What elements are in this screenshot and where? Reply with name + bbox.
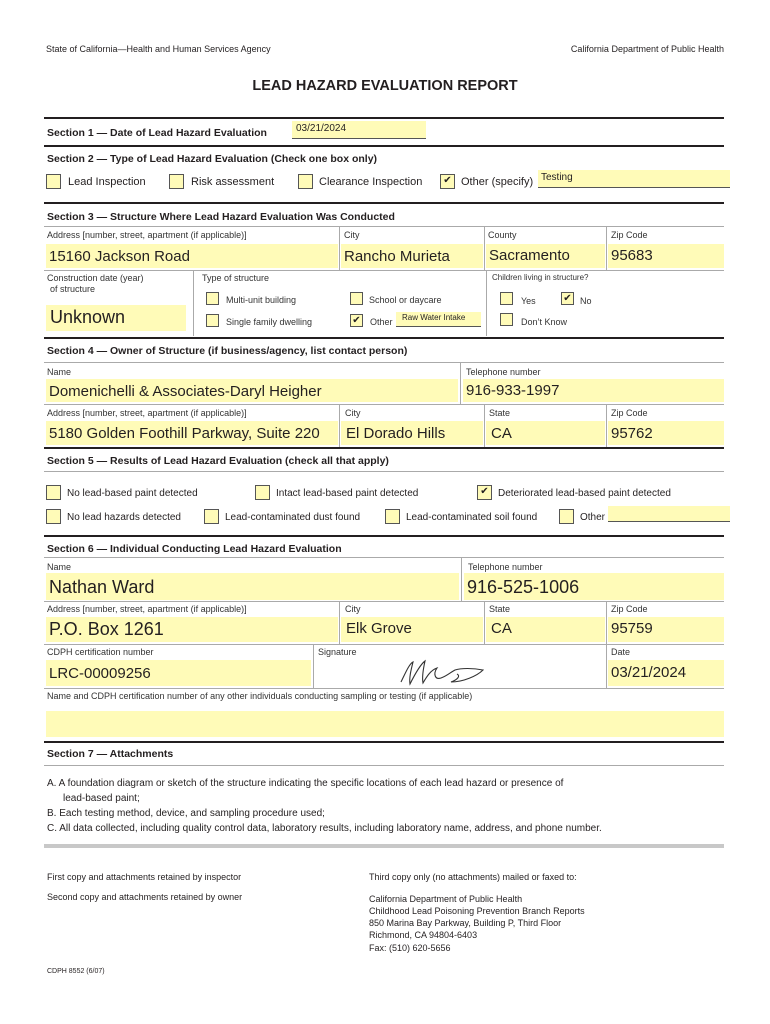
- col-divider: [484, 404, 485, 447]
- divider: [44, 202, 724, 204]
- copy-1: First copy and attachments retained by inspector: [47, 872, 242, 882]
- s6-zip-field[interactable]: [608, 617, 724, 642]
- row-divider: [44, 644, 724, 645]
- attachment-b: B. Each testing method, device, and sampling procedure used;: [47, 808, 325, 819]
- single-family-checkbox[interactable]: [206, 314, 219, 327]
- children-yes-checkbox[interactable]: [500, 292, 513, 305]
- s4-phone-value: 916-933-1997: [466, 382, 560, 399]
- section6-label: Section 6 — Individual Conducting Lead Hazard Evaluation: [47, 543, 342, 555]
- section1-label: Section 1 — Date of Lead Hazard Evaluation: [47, 127, 267, 139]
- col-divider: [339, 404, 340, 447]
- s6-state-value: CA: [491, 620, 512, 637]
- dust-found-label: Lead-contaminated dust found: [225, 512, 361, 523]
- s6-name-field[interactable]: [46, 573, 459, 600]
- mail-addr-4: Richmond, CA 94804-6403: [369, 930, 478, 940]
- multi-unit-label: Multi-unit building: [226, 295, 297, 305]
- row-divider: [44, 557, 724, 558]
- row-divider: [44, 270, 724, 271]
- children-label: Children living in structure?: [492, 273, 589, 282]
- s6-state-field[interactable]: [486, 617, 605, 642]
- no-hazards-label: No lead hazards detected: [67, 512, 181, 523]
- agency-left: State of California—Health and Human Services Agency: [46, 44, 271, 54]
- s3-city-label: City: [344, 230, 360, 240]
- s3-address-label: Address [number, street, apartment (if applicable)]: [47, 230, 247, 240]
- s4-zip-field[interactable]: [608, 421, 724, 445]
- s4-address-value: 5180 Golden Foothill Parkway, Suite 220: [49, 425, 320, 442]
- risk-assessment-label: Risk assessment: [191, 176, 275, 188]
- agency-right: California Department of Public Health: [570, 44, 724, 54]
- eval-date-field[interactable]: [292, 121, 426, 139]
- no-hazards-checkbox[interactable]: [46, 509, 61, 524]
- signature-label: Signature: [318, 647, 357, 657]
- row-divider: [44, 471, 724, 472]
- mail-addr-3: 850 Marina Bay Parkway, Building P, Third Floor: [369, 918, 562, 928]
- school-daycare-label: School or daycare: [369, 295, 442, 305]
- attachment-a: A. A foundation diagram or sketch of the structure indicating the specific locations of each lead hazard or presence of: [47, 778, 564, 789]
- structure-type-label: Type of structure: [202, 273, 270, 283]
- other-type-field[interactable]: [538, 170, 730, 188]
- divider: [44, 145, 724, 147]
- s6-date-label: Date: [611, 647, 631, 657]
- s4-name-label: Name: [47, 367, 72, 377]
- children-no-checkbox[interactable]: ✔: [561, 292, 574, 305]
- clearance-inspection-checkbox[interactable]: [298, 174, 313, 189]
- divider: [44, 741, 724, 743]
- mail-addr-2: Childhood Lead Poisoning Prevention Branch Reports: [369, 906, 585, 916]
- lead-inspection-label: Lead Inspection: [68, 176, 146, 188]
- col-divider: [461, 557, 462, 601]
- row-divider: [44, 765, 724, 766]
- risk-assessment-checkbox[interactable]: [169, 174, 184, 189]
- other-type-label: Other (specify): [461, 176, 534, 188]
- other-result-field[interactable]: [608, 506, 730, 522]
- s6-phone-field[interactable]: [464, 573, 724, 600]
- cert-value: LRC-00009256: [49, 665, 151, 682]
- other-result-label: Other: [580, 512, 606, 523]
- s4-address-label: Address [number, street, apartment (if applicable)]: [47, 408, 247, 418]
- s6-date-field[interactable]: [608, 660, 724, 686]
- s4-name-value: Domenichelli & Associates-Daryl Heigher: [49, 383, 322, 400]
- school-daycare-checkbox[interactable]: [350, 292, 363, 305]
- footer-divider: [44, 844, 724, 848]
- construction-label: Construction date (year): [47, 273, 144, 283]
- children-yes-label: Yes: [521, 296, 536, 306]
- s3-city-field[interactable]: [341, 244, 483, 268]
- others-label: Name and CDPH certification number of any other individuals conducting sampling or testing (if applicable): [47, 691, 473, 701]
- construction-value: Unknown: [50, 307, 126, 327]
- deteriorated-lbp-label: Deteriorated lead-based paint detected: [498, 488, 671, 499]
- s6-address-label: Address [number, street, apartment (if applicable)]: [47, 604, 247, 614]
- s6-zip-value: 95759: [611, 620, 653, 637]
- other-structure-checkbox[interactable]: ✔: [350, 314, 363, 327]
- intact-lbp-label: Intact lead-based paint detected: [276, 488, 419, 499]
- section2-label: Section 2 — Type of Lead Hazard Evaluation (Check one box only): [47, 153, 378, 165]
- row-divider: [44, 601, 724, 602]
- col-divider: [486, 270, 487, 336]
- section3-label: Section 3 — Structure Where Lead Hazard Evaluation Was Conducted: [47, 211, 395, 223]
- s3-zip-value: 95683: [611, 247, 653, 264]
- cert-field[interactable]: [46, 660, 311, 686]
- s3-address-field[interactable]: [46, 244, 338, 268]
- mail-addr-1: California Department of Public Health: [369, 894, 523, 904]
- section7-label: Section 7 — Attachments: [47, 748, 174, 760]
- s4-address-field[interactable]: [46, 421, 338, 445]
- col-divider: [484, 226, 485, 270]
- lead-inspection-checkbox[interactable]: [46, 174, 61, 189]
- s6-address-field[interactable]: [46, 617, 338, 642]
- multi-unit-checkbox[interactable]: [206, 292, 219, 305]
- clearance-inspection-label: Clearance Inspection: [319, 176, 423, 188]
- construction-field[interactable]: [46, 305, 186, 331]
- s6-phone-value: 916-525-1006: [467, 577, 580, 597]
- no-lbp-checkbox[interactable]: [46, 485, 61, 500]
- col-divider: [606, 601, 607, 644]
- children-dont-know-label: Don’t Know: [521, 317, 568, 327]
- s4-state-label: State: [489, 408, 511, 418]
- deteriorated-lbp-checkbox[interactable]: ✔: [477, 485, 492, 500]
- s6-phone-label: Telephone number: [468, 562, 543, 572]
- s4-zip-value: 95762: [611, 425, 653, 442]
- s3-city-value: Rancho Murieta: [344, 248, 450, 265]
- row-divider: [44, 226, 724, 227]
- divider: [44, 337, 724, 339]
- col-divider: [339, 226, 340, 270]
- divider: [44, 117, 724, 119]
- attachment-a-cont: lead-based paint;: [63, 793, 140, 804]
- intact-lbp-checkbox[interactable]: [255, 485, 270, 500]
- other-result-checkbox[interactable]: [559, 509, 574, 524]
- cert-label: CDPH certification number: [47, 647, 154, 657]
- s6-city-label: City: [345, 604, 361, 614]
- s4-name-field[interactable]: [46, 379, 458, 402]
- section5-label: Section 5 — Results of Lead Hazard Evaluation (check all that apply): [47, 455, 389, 467]
- col-divider: [606, 226, 607, 270]
- section4-label: Section 4 — Owner of Structure (if business/agency, list contact person): [47, 345, 408, 357]
- col-divider: [339, 601, 340, 644]
- construction-label-2: of structure: [50, 284, 96, 294]
- s3-zip-field[interactable]: [608, 244, 724, 268]
- s6-date-value: 03/21/2024: [611, 664, 687, 681]
- no-lbp-label: No lead-based paint detected: [67, 488, 198, 499]
- s3-county-field[interactable]: [486, 244, 605, 268]
- s4-state-value: CA: [491, 425, 512, 442]
- col-divider: [484, 601, 485, 644]
- copy-3: Third copy only (no attachments) mailed or faxed to:: [369, 872, 577, 882]
- col-divider: [193, 270, 194, 336]
- other-structure-label: Other: [370, 317, 393, 327]
- s3-address-value: 15160 Jackson Road: [49, 248, 190, 265]
- page-title: LEAD HAZARD EVALUATION REPORT: [252, 78, 518, 94]
- s6-zip-label: Zip Code: [611, 604, 648, 614]
- children-no-label: No: [580, 296, 592, 306]
- s4-phone-label: Telephone number: [466, 367, 541, 377]
- other-type-value: Testing: [541, 172, 573, 183]
- soil-found-checkbox[interactable]: [385, 509, 400, 524]
- col-divider: [313, 644, 314, 688]
- s6-name-value: Nathan Ward: [49, 577, 155, 597]
- soil-found-label: Lead-contaminated soil found: [406, 512, 538, 523]
- col-divider: [460, 362, 461, 404]
- dust-found-checkbox[interactable]: [204, 509, 219, 524]
- copy-2: Second copy and attachments retained by owner: [47, 892, 243, 902]
- mail-fax: Fax: (510) 620-5656: [369, 943, 451, 953]
- s6-address-value: P.O. Box 1261: [49, 619, 164, 639]
- divider: [44, 447, 724, 449]
- s4-city-value: El Dorado Hills: [346, 425, 446, 442]
- s6-name-label: Name: [47, 562, 72, 572]
- single-family-label: Single family dwelling: [226, 317, 313, 327]
- row-divider: [44, 404, 724, 405]
- row-divider: [44, 362, 724, 363]
- s3-county-value: Sacramento: [489, 247, 570, 264]
- col-divider: [606, 404, 607, 447]
- s6-city-value: Elk Grove: [346, 620, 412, 637]
- others-field[interactable]: [46, 711, 724, 737]
- s6-state-label: State: [489, 604, 511, 614]
- s3-county-label: County: [488, 230, 517, 240]
- col-divider: [606, 644, 607, 688]
- other-structure-value: Raw Water Intake: [402, 313, 466, 322]
- s4-city-label: City: [345, 408, 361, 418]
- s6-city-field[interactable]: [341, 617, 483, 642]
- divider: [44, 535, 724, 537]
- s4-zip-label: Zip Code: [611, 408, 648, 418]
- s4-state-field[interactable]: [486, 421, 605, 445]
- other-structure-field[interactable]: [396, 312, 481, 327]
- s4-city-field[interactable]: [341, 421, 483, 445]
- form-id: CDPH 8552 (6/07): [47, 968, 105, 975]
- s3-zip-label: Zip Code: [611, 230, 648, 240]
- attachment-c: C. All data collected, including quality control data, laboratory results, including laboratory name, address, and phone number.: [47, 823, 602, 834]
- row-divider: [44, 688, 724, 689]
- other-type-checkbox[interactable]: ✔: [440, 174, 455, 189]
- children-dont-know-checkbox[interactable]: [500, 313, 513, 326]
- eval-date-value: 03/21/2024: [296, 123, 347, 134]
- signature-image: [395, 656, 490, 688]
- s4-phone-field[interactable]: [463, 379, 724, 402]
